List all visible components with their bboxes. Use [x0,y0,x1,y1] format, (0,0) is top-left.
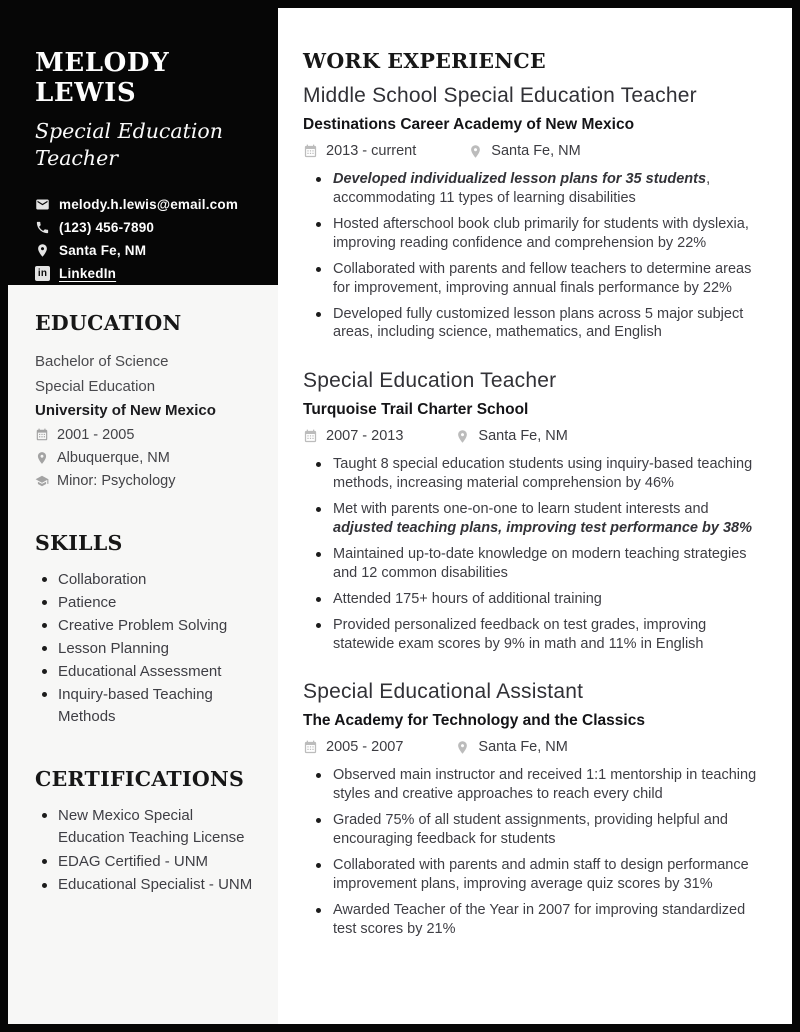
bullet-item: Taught 8 special education students using inquiry-based teaching methods, increasing material comprehension by 46% [303,455,760,492]
bullet-item: Collaborated with parents and admin staff to design performance improvement plans, improving average quiz scores by 31% [303,856,760,893]
job-location-item [468,143,580,159]
sidebar-header [8,8,278,285]
job-entry [303,680,760,938]
skill-item: Patience [35,592,260,615]
job-company: Turquoise Trail Charter School [303,401,529,419]
education-field: Special Education [35,377,156,395]
education-location: Albuquerque, NM [57,449,170,466]
certifications-list [35,805,260,897]
graduation-cap-icon [35,474,49,488]
contact-location [35,243,260,258]
job-title: Middle School Special Education Teacher [303,84,697,107]
certification-item: New Mexico Special Education Teaching License [35,805,260,850]
phone-icon [35,220,50,235]
job-bullet-list [303,455,760,653]
bullet-item: Observed main instructor and received 1:1 mentorship in teaching styles and creative approaches to reach every child [303,766,760,803]
contact-list [35,197,260,281]
location-pin-icon [468,144,483,159]
education-school: University of New Mexico [35,402,216,419]
education-section [35,311,260,493]
job-dates-item [303,143,416,159]
bullet-item: Provided personalized feedback on test grades, improving statewide exam scores by 9% in math and 11% in English [303,616,760,653]
sidebar-body [8,285,278,898]
location-pin-icon [35,451,49,465]
job-meta-row [303,739,760,755]
job-company: The Academy for Technology and the Classics [303,712,645,730]
job-dates-item [303,739,403,755]
phone-text: (123) 456-7890 [59,220,155,235]
bullet-item: Attended 175+ hours of additional training [303,590,760,609]
education-minor: Minor: Psychology [57,472,176,489]
envelope-icon [35,197,50,212]
location-pin-icon [455,429,470,444]
job-entry [303,84,760,342]
skill-item: Inquiry-based Teaching Methods [35,684,260,729]
calendar-icon [303,144,318,159]
linkedin-link[interactable]: LinkedIn [59,266,117,281]
education-dates-row [35,424,260,447]
education-entry [35,350,260,493]
contact-email [35,197,260,212]
education-degree: Bachelor of Science [35,353,169,370]
bullet-item: Graded 75% of all student assignments, providing helpful and encouraging feedback for students [303,811,760,848]
bullet-item: Collaborated with parents and fellow teachers to determine areas for improvement, improving annual finals performance by 22% [303,260,760,297]
job-dates-item [303,428,403,444]
location-pin-icon [455,740,470,755]
job-entry [303,369,760,653]
job-bullet-list [303,766,760,938]
certification-item: EDAG Certified - UNM [35,851,260,874]
job-location-item [455,428,567,444]
skill-item: Lesson Planning [35,638,260,661]
skill-item: Educational Assessment [35,661,260,684]
bullet-item: Developed fully customized lesson plans across 5 major subject areas, including science, mathematics, and English [303,305,760,342]
contact-phone [35,220,260,235]
calendar-icon [35,428,49,442]
job-dates: 2007 - 2013 [326,428,404,445]
bullet-item: Hosted afterschool book club primarily for students with dyslexia, improving reading confidence and comprehension by 22% [303,215,760,252]
job-meta-row [303,428,760,444]
location-pin-icon [35,243,50,258]
job-company: Destinations Career Academy of New Mexico [303,116,635,133]
certifications-section [35,767,260,897]
contact-linkedin [35,266,260,281]
bullet-item: Awarded Teacher of the Year in 2007 for improving standardized test scores by 21% [303,901,760,938]
education-dates: 2001 - 2005 [57,426,135,443]
job-title: Special Education Teacher [303,369,557,393]
candidate-title: Special Education Teacher [35,119,223,170]
email-text: melody.h.lewis@email.com [59,197,239,212]
job-location: Santa Fe, NM [478,739,568,756]
skills-heading: SKILLS [35,530,123,555]
job-location-item [455,739,567,755]
work-experience-heading: WORK EXPERIENCE [303,49,546,73]
calendar-icon [303,740,318,755]
bullet-item: Maintained up-to-date knowledge on modern teaching strategies and 12 common disabilities [303,545,760,582]
job-meta-row [303,143,760,159]
calendar-icon [303,429,318,444]
education-minor-row [35,470,260,493]
job-title: Special Educational Assistant [303,680,584,704]
job-bullet-list [303,170,760,342]
job-dates: 2013 - current [326,143,417,159]
certifications-heading: CERTIFICATIONS [35,766,245,791]
bullet-item: Developed individualized lesson plans for 35 students, accommodating 11 types of learning disabilities [303,170,760,207]
work-experience-column [278,8,792,1024]
skills-section [35,531,260,729]
candidate-name: MELODY LEWIS [35,48,170,108]
location-text: Santa Fe, NM [59,243,147,258]
job-dates: 2005 - 2007 [326,739,404,756]
job-location: Santa Fe, NM [491,143,581,159]
education-location-row [35,447,260,470]
skill-item: Creative Problem Solving [35,615,260,638]
education-heading: EDUCATION [35,311,182,335]
skill-item: Collaboration [35,569,260,592]
certification-item: Educational Specialist - UNM [35,874,260,897]
bullet-item: Met with parents one-on-one to learn student interests and adjusted teaching plans, improving test performance by 38% [303,500,760,537]
skills-list [35,569,260,729]
job-location: Santa Fe, NM [478,428,568,445]
linkedin-icon: in [35,266,50,281]
sidebar [8,8,278,1024]
